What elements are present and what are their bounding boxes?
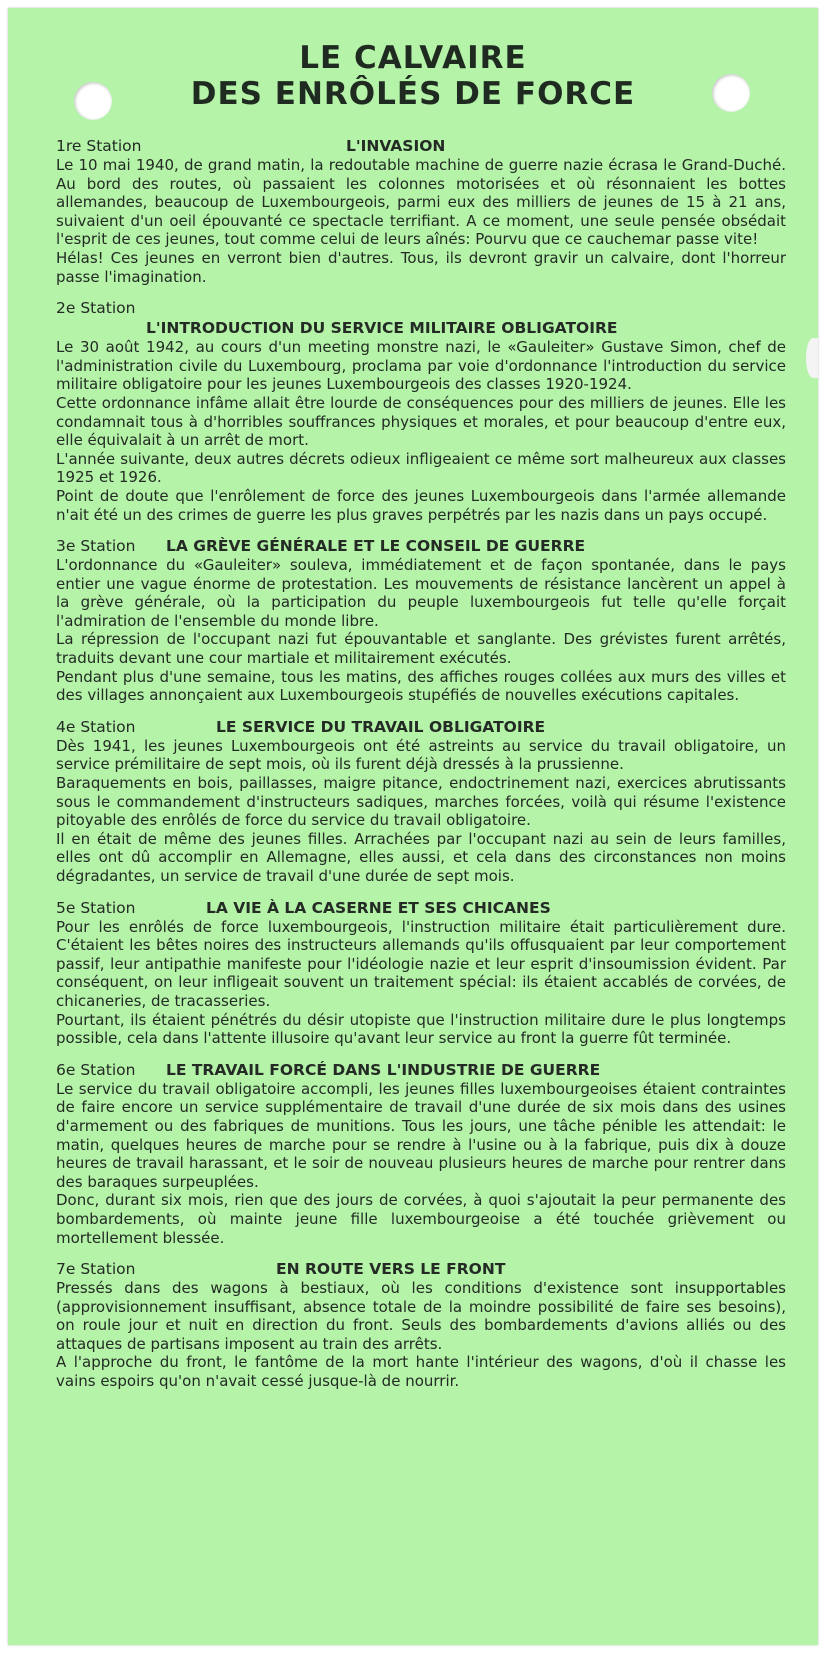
paragraph: A l'approche du front, le fantôme de la mort hante l'intérieur des wagons, d'où il chasse les vains espoirs qu'on n'avait cessé jusque-là de nourrir. <box>56 1353 786 1391</box>
station-number: 4e Station <box>56 717 136 736</box>
station-4 <box>56 717 786 886</box>
edge-notch <box>806 338 818 378</box>
paragraph: Pour les enrôlés de force luxembourgeois, l'instruction militaire était particulièrement dure. C'étaient les bêtes noires des instructeurs allemands qu'ils offusquaient par leur comportement passif, leur antipathie manifeste pour l'idéologie nazie et leur esprit d'insoumission évident. Par conséquent, on leur infligeait souvent un traitement spécial: ils étaient accablés de corvées, de chicaneries, de tracasseries. <box>56 917 786 1010</box>
station-title: LA GRÈVE GÉNÉRALE ET LE CONSEIL DE GUERRE <box>166 537 586 556</box>
station-title: L'INVASION <box>346 137 446 155</box>
paragraph: Dès 1941, les jeunes Luxembourgeois ont été astreints au service du travail obligatoire, un service prémilitaire de sept mois, où ils furent déjà dressés à la prussienne. <box>56 736 786 774</box>
station-body <box>56 1080 786 1247</box>
station-body <box>56 737 786 886</box>
station-5 <box>56 898 786 1048</box>
station-body <box>56 1279 786 1391</box>
paragraph: Pourtant, ils étaient pénétrés du désir utopiste que l'instruction militaire dure le plus longtemps possible, cela dans l'attente illusoire qu'avant leur service au front la guerre fût terminée. <box>56 1010 786 1048</box>
station-number: 3e Station <box>56 537 136 556</box>
station-title: LA VIE À LA CASERNE ET SES CHICANES <box>206 898 551 917</box>
station-title: LE TRAVAIL FORCÉ DANS L'INDUSTRIE DE GUERRE <box>166 1060 601 1079</box>
station-number: 1re Station <box>56 137 142 155</box>
station-heading <box>56 717 786 737</box>
paragraph: Il en était de même des jeunes filles. Arrachées par l'occupant nazi au sein de leurs familles, elles ont dû accomplir en Allemagne, elles aussi, et cela dans des circonstances non moins dégradantes, un service de travail d'une durée de sept mois. <box>56 829 786 885</box>
paragraph: Hélas! Ces jeunes en verront bien d'autres. Tous, ils devront gravir un calvaire, dont l'horreur passe l'imagination. <box>56 248 786 286</box>
paragraph: Cette ordonnance infâme allait être lourde de conséquences pour des milliers de jeunes. Elle les condamnait tous à d'horribles souffrances physiques et morales, et pour beaucoup d'entre eux, elle équivalait à un arrêt de mort. <box>56 393 786 450</box>
title-line-1: LE CALVAIRE <box>299 40 527 76</box>
station-heading <box>56 1259 786 1279</box>
station-number: 5e Station <box>56 898 136 917</box>
paragraph: Pressés dans des wagons à bestiaux, où les conditions d'existence sont insupportables (approvisionnement insuffisant, absence totale de la moindre possibilité de faire ses besoins), on roule jour et nuit en direction du front. Seuls des bombardements d'avions alliés ou des attaques de partisans imposent au train des arrêts. <box>56 1279 786 1353</box>
paragraph: Le 30 août 1942, au cours d'un meeting monstre nazi, le «Gauleiter» Gustave Simon, chef de l'administration civile du Luxembourg, proclama par voie d'ordonnance l'introduction du service militaire obligatoire pour les jeunes Luxembourgeois des classes 1920-1924. <box>56 338 786 394</box>
station-title: LE SERVICE DU TRAVAIL OBLIGATOIRE <box>216 717 546 736</box>
paragraph: Donc, durant six mois, rien que des jours de corvées, à quoi s'ajoutait la peur permanente des bombardements, où mainte jeune fille luxembourgeoise a été touchée grièvement ou mortellement blessée. <box>56 1191 786 1247</box>
station-title: EN ROUTE VERS LE FRONT <box>276 1260 506 1279</box>
page-title <box>8 40 818 112</box>
paragraph: Le 10 mai 1940, de grand matin, la redoutable machine de guerre nazie écrasa le Grand-Duché. Au bord des routes, où passaient les colonnes motorisées et où résonnaient les bottes allemandes, beaucoup de Luxembourgeois, parmi eux des milliers de jeunes de 15 à 21 ans, suivaient d'un oeil épouvanté ce spectacle terrifiant. A ce moment, une seule pensée obsédait l'esprit de ces jeunes, tout comme celui de leurs aînés: Pourvu que ce cauchemar passe vite! <box>56 156 786 249</box>
station-body <box>56 918 786 1048</box>
station-title: L'INTRODUCTION DU SERVICE MILITAIRE OBLIGATOIRE <box>146 319 618 338</box>
document-sheet <box>8 8 818 1645</box>
paragraph: Le service du travail obligatoire accompli, les jeunes filles luxembourgeoises étaient contraintes de faire encore un service supplémentaire de travail d'une durée de six mois dans des usines d'armement ou des fabriques de munitions. Tous les jours, une tâche pénible les attendait: le matin, quelques heures de marche pour se rendre à l'usine ou à la fabrique, puis dix à douze heures de travail harassant, et le soir de nouveau plusieurs heures de marche pour rentrer dans des baraques surpeuplées. <box>56 1079 786 1191</box>
paragraph: L'année suivante, deux autres décrets odieux infligeaient ce même sort malheureux aux classes 1925 et 1926. <box>56 449 786 487</box>
station-number: 2e Station <box>56 299 136 318</box>
station-heading <box>56 1060 786 1080</box>
station-number: 7e Station <box>56 1260 136 1279</box>
station-2 <box>56 298 786 524</box>
station-body <box>56 156 786 286</box>
paragraph: Pendant plus d'une semaine, tous les matins, des affiches rouges collées aux murs des villes et des villages annonçaient aux Luxembourgeois stupéfiés de nouvelles exécutions capitales. <box>56 667 786 705</box>
station-7 <box>56 1259 786 1391</box>
station-heading <box>56 136 786 156</box>
station-6 <box>56 1060 786 1247</box>
paragraph: La répression de l'occupant nazi fut épouvantable et sanglante. Des grévistes furent arrêtés, traduits devant une cour martiale et militairement exécutés. <box>56 630 786 668</box>
station-heading <box>56 898 786 918</box>
station-1 <box>56 136 786 286</box>
station-number: 6e Station <box>56 1060 136 1079</box>
station-heading <box>56 536 786 556</box>
title-line-2: DES ENRÔLÉS DE FORCE <box>190 76 636 112</box>
station-body <box>56 556 786 705</box>
paragraph: L'ordonnance du «Gauleiter» souleva, immédiatement et de façon spontanée, dans le pays entier une vague énorme de protestation. Les mouvements de résistance lancèrent un appel à la grève générale, où la participation du peuple luxembourgeois fut telle qu'elle forçait l'admiration de l'ensemble du monde libre. <box>56 556 786 630</box>
station-3 <box>56 536 786 705</box>
station-heading <box>56 298 786 338</box>
station-body <box>56 338 786 524</box>
paragraph: Baraquements en bois, paillasses, maigre pitance, endoctrinement nazi, exercices abrutissants sous le commandement d'instructeurs sadiques, marches forcées, voilà qui résume l'existence pitoyable des enrôlés de force du service du travail obligatoire. <box>56 774 786 830</box>
paragraph: Point de doute que l'enrôlement de force des jeunes Luxembourgeois dans l'armée allemande n'ait été un des crimes de guerre les plus graves perpétrés par les nazis dans un pays occupé. <box>56 486 786 524</box>
stations-content <box>56 136 786 1403</box>
